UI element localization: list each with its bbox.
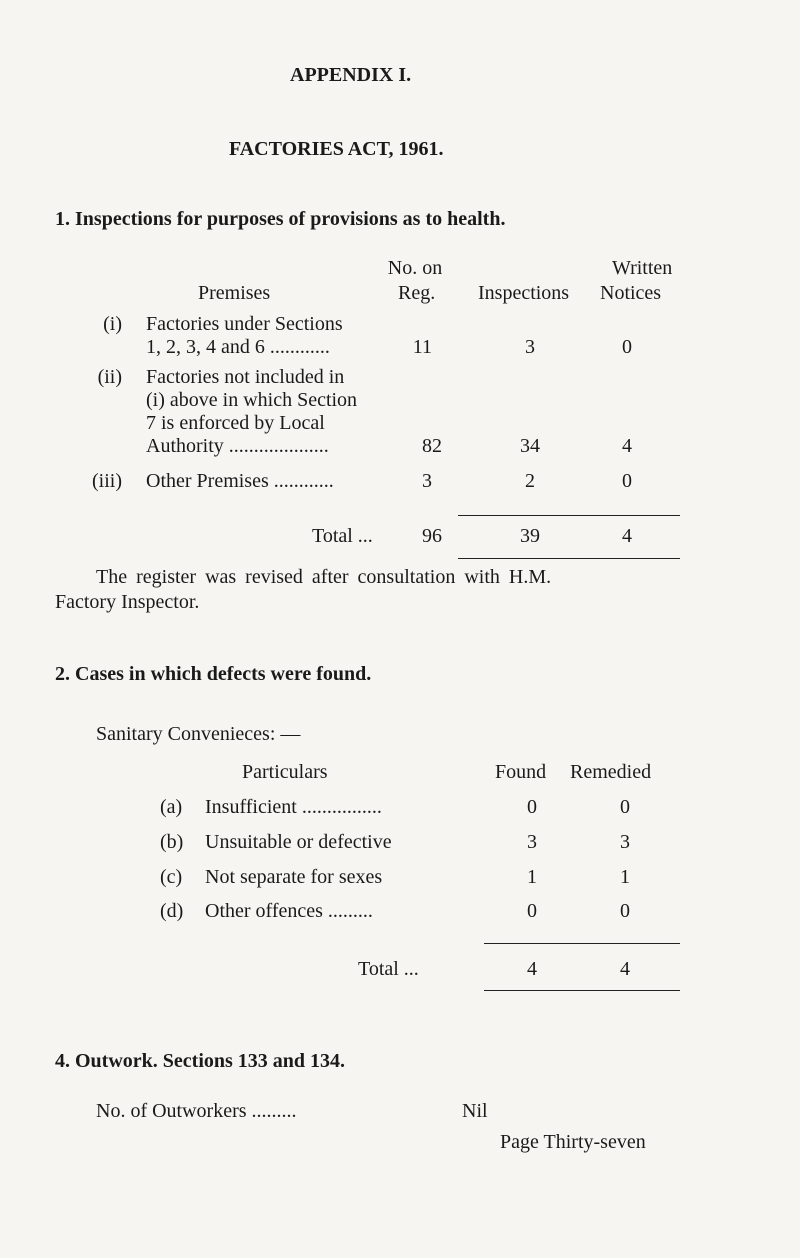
section2-total-found: 4 — [527, 958, 537, 980]
header-found: Found — [495, 761, 547, 783]
row3-inspections: 2 — [525, 470, 535, 492]
section1-heading: 1. Inspections for purposes of provisions as to health. — [55, 208, 506, 230]
header-premises: Premises — [198, 282, 271, 304]
defect-d-found: 0 — [527, 900, 537, 922]
section4-heading: 4. Outwork. Sections 133 and 134. — [55, 1050, 346, 1072]
defect-c-remedied: 1 — [620, 866, 630, 888]
register-note-line2: Factory Inspector. — [55, 591, 200, 613]
row2-text-line1: Factories not included in — [146, 366, 345, 388]
header-remedied: Remedied — [570, 761, 652, 783]
row2-notices: 4 — [622, 435, 632, 457]
row2-text-line4: Authority .................... — [146, 435, 329, 457]
section1-total-rule-bottom — [458, 558, 680, 559]
row1-inspections: 3 — [525, 336, 535, 358]
defect-b-found: 3 — [527, 831, 537, 853]
sanitary-subheading: Sanitary Convenieces: — — [96, 723, 301, 745]
appendix-title: APPENDIX I. — [290, 64, 412, 86]
row2-reg: 82 — [422, 435, 442, 457]
section2-total-remedied: 4 — [620, 958, 630, 980]
defect-b-remedied: 3 — [620, 831, 630, 853]
outworkers-label: No. of Outworkers ......... — [96, 1100, 297, 1122]
section1-total-notices: 4 — [622, 525, 632, 547]
row2-inspections: 34 — [520, 435, 540, 457]
defect-b-text: Unsuitable or defective — [205, 831, 392, 853]
row1-number: (i) — [103, 313, 122, 335]
defect-a-remedied: 0 — [620, 796, 630, 818]
outworkers-value: Nil — [462, 1100, 488, 1122]
defect-d-label: (d) — [160, 900, 184, 922]
defect-b-label: (b) — [160, 831, 184, 853]
section2-total-rule-top — [484, 943, 680, 944]
header-noreg-line2: Reg. — [398, 282, 436, 304]
row1-notices: 0 — [622, 336, 632, 358]
defect-c-label: (c) — [160, 866, 183, 888]
row2-text-line3: 7 is enforced by Local — [146, 412, 325, 434]
section1-total-inspections: 39 — [520, 525, 540, 547]
header-written-line1: Written — [612, 257, 673, 279]
row3-text-line1: Other Premises ............ — [146, 470, 334, 492]
defect-a-found: 0 — [527, 796, 537, 818]
section1-total-rule-top — [458, 515, 680, 516]
defect-d-remedied: 0 — [620, 900, 630, 922]
row2-text-line2: (i) above in which Section — [146, 389, 358, 411]
section2-total-label: Total ... — [358, 958, 419, 980]
register-note-line1: The register was revised after consultation with H.M. — [96, 566, 552, 588]
section1-total-reg: 96 — [422, 525, 442, 547]
row1-text-line2: 1, 2, 3, 4 and 6 ............ — [146, 336, 330, 358]
act-title: FACTORIES ACT, 1961. — [229, 138, 444, 160]
defect-a-label: (a) — [160, 796, 183, 818]
row2-number: (ii) — [97, 366, 122, 388]
defect-d-text: Other offences ......... — [205, 900, 373, 922]
row3-number: (iii) — [92, 470, 122, 492]
section1-total-label: Total ... — [312, 525, 373, 547]
header-inspections: Inspections — [478, 282, 570, 304]
row3-reg: 3 — [422, 470, 432, 492]
row3-notices: 0 — [622, 470, 632, 492]
header-particulars: Particulars — [242, 761, 328, 783]
page-label: Page Thirty-seven — [500, 1131, 646, 1153]
defect-c-found: 1 — [527, 866, 537, 888]
header-written-line2: Notices — [600, 282, 662, 304]
header-noreg-line1: No. on — [387, 257, 443, 279]
row1-text-line1: Factories under Sections — [146, 313, 343, 335]
section2-total-rule-bottom — [484, 990, 680, 991]
defect-a-text: Insufficient ................ — [205, 796, 382, 818]
section2-heading: 2. Cases in which defects were found. — [55, 663, 372, 685]
row1-reg: 11 — [412, 336, 432, 358]
defect-c-text: Not separate for sexes — [205, 866, 383, 888]
